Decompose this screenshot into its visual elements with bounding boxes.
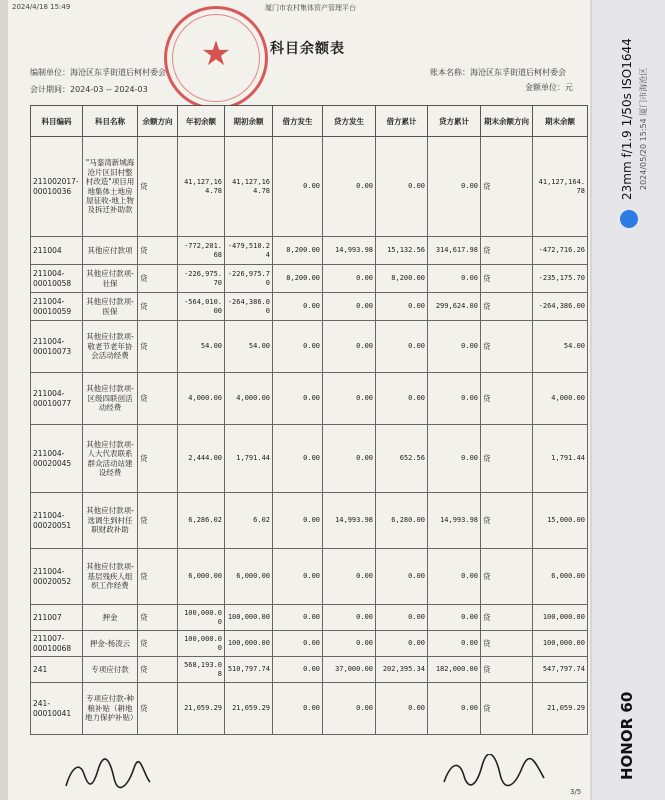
ending-direction: 贷 [481,293,533,321]
ending-direction: 贷 [481,657,533,683]
opening-period-balance: -264,386.00 [225,293,273,321]
credit-cumulative: 0.00 [428,265,481,293]
debit-amount: 0.00 [273,657,323,683]
balance-direction: 贷 [138,237,178,265]
credit-amount: 14,993.98 [323,493,376,549]
debit-amount: 0.00 [273,683,323,735]
balance-table [30,105,588,735]
opening-period-balance: 1,791.44 [225,425,273,493]
debit-cumulative: 0.00 [376,137,428,237]
col-header: 期末余额方向 [481,106,533,137]
balance-direction: 贷 [138,265,178,293]
table-row [31,631,588,657]
credit-amount: 37,000.00 [323,657,376,683]
credit-amount: 0.00 [323,549,376,605]
debit-amount: 0.00 [273,549,323,605]
ending-direction: 贷 [481,605,533,631]
ending-balance: 41,127,164.78 [533,137,588,237]
balance-direction: 贷 [138,605,178,631]
platform-name: 厦门市农村集体资产管理平台 [265,4,356,12]
table-row [31,493,588,549]
credit-cumulative: 14,993.98 [428,493,481,549]
ending-direction: 贷 [481,265,533,293]
balance-direction: 贷 [138,373,178,425]
debit-amount: 0.00 [273,321,323,373]
print-timestamp: 2024/4/18 15:49 [12,3,71,11]
account-name: 其他应付款项-社保 [83,265,138,293]
credit-amount: 0.00 [323,293,376,321]
debit-cumulative: 0.00 [376,373,428,425]
table-row [31,265,588,293]
credit-cumulative: 0.00 [428,605,481,631]
table-row [31,605,588,631]
debit-cumulative: 0.00 [376,631,428,657]
credit-amount: 0.00 [323,631,376,657]
account-code: 211004-00010077 [31,373,83,425]
debit-amount: 0.00 [273,493,323,549]
credit-cumulative: 0.00 [428,373,481,425]
ending-direction: 贷 [481,237,533,265]
debit-amount: 8,200.00 [273,237,323,265]
opening-year-balance: 4,000.00 [178,373,225,425]
opening-period-balance: 41,127,164.78 [225,137,273,237]
account-code: 211007-00010068 [31,631,83,657]
credit-cumulative: 0.00 [428,549,481,605]
credit-cumulative: 0.00 [428,321,481,373]
opening-year-balance: 41,127,164.78 [178,137,225,237]
opening-period-balance: 54.00 [225,321,273,373]
account-set-name: 账本名称：海沧区东孚街道后柯村委会 [430,68,566,77]
accounting-period: 会计期间：2024-03 -- 2024-03 [30,85,148,94]
account-name: 押金 [83,605,138,631]
account-name: 专项应付款-种粮补贴（耕地地力保护补贴） [83,683,138,735]
report-title: 科目余额表 [270,41,345,57]
account-name: 其他应付款项-医保 [83,293,138,321]
credit-cumulative: 299,624.00 [428,293,481,321]
col-header: 借方发生 [273,106,323,137]
col-header: 期初余额 [225,106,273,137]
ending-direction: 贷 [481,425,533,493]
balance-direction: 贷 [138,137,178,237]
ending-direction: 贷 [481,631,533,657]
account-name: "马銮湾新城海沧片区旧村整村改造"项目用地集体土地房屋征收-地上物及拆迁补助款 [83,137,138,237]
account-name: 专项应付款 [83,657,138,683]
col-header: 借方累计 [376,106,428,137]
account-name: 其他应付款项-人大代表联系群众活动站建设经费 [83,425,138,493]
opening-period-balance: 100,000.00 [225,631,273,657]
handwritten-signature-right [438,754,548,790]
opening-period-balance: 4,000.00 [225,373,273,425]
table-row [31,683,588,735]
account-name: 其他应付款项-敬老节老年协会活动经费 [83,321,138,373]
ending-balance: 547,797.74 [533,657,588,683]
compile-unit: 编制单位：海沧区东孚街道后柯村委会 [30,68,166,77]
col-header: 余额方向 [138,106,178,137]
credit-cumulative: 0.00 [428,683,481,735]
table-row [31,293,588,321]
ending-balance: 15,000.00 [533,493,588,549]
debit-amount: 0.00 [273,293,323,321]
opening-year-balance: 100,000.00 [178,605,225,631]
account-code: 211004-00020051 [31,493,83,549]
credit-cumulative: 314,617.98 [428,237,481,265]
balance-direction: 贷 [138,493,178,549]
col-header: 贷方累计 [428,106,481,137]
ending-direction: 贷 [481,321,533,373]
opening-year-balance: 100,000.00 [178,631,225,657]
balance-direction: 贷 [138,425,178,493]
account-name: 押金-杨凌云 [83,631,138,657]
credit-amount: 0.00 [323,321,376,373]
debit-cumulative: 6,280.00 [376,493,428,549]
ending-direction: 贷 [481,373,533,425]
credit-amount: 0.00 [323,683,376,735]
balance-direction: 贷 [138,549,178,605]
photo-datetime-location: 2024/05/20 15:54 厦门市海沧区 [639,67,648,190]
ending-balance: -235,175.70 [533,265,588,293]
balance-direction: 贷 [138,657,178,683]
ending-balance: 6,000.00 [533,549,588,605]
opening-period-balance: 6,000.00 [225,549,273,605]
debit-cumulative: 0.00 [376,293,428,321]
ending-balance: -472,716.26 [533,237,588,265]
opening-period-balance: 6.02 [225,493,273,549]
debit-cumulative: 0.00 [376,549,428,605]
ending-balance: 100,000.00 [533,631,588,657]
debit-amount: 0.00 [273,425,323,493]
ending-balance: 54.00 [533,321,588,373]
account-code: 211004-00010073 [31,321,83,373]
table-row [31,657,588,683]
col-header: 科目名称 [83,106,138,137]
opening-period-balance: -479,510.24 [225,237,273,265]
camera-settings: 23mm f/1.9 1/50s ISO1644 [620,38,634,200]
table-row [31,425,588,493]
account-code: 211007 [31,605,83,631]
official-seal-stamp: ★ [164,6,268,110]
account-code: 211004-00020045 [31,425,83,493]
account-name: 其他应付款项-选调生到村任职财政补助 [83,493,138,549]
table-row [31,137,588,237]
credit-cumulative: 0.00 [428,425,481,493]
debit-amount: 8,200.00 [273,265,323,293]
opening-year-balance: -772,201.68 [178,237,225,265]
page-number: 3/5 [570,788,582,796]
opening-year-balance: 6,286.02 [178,493,225,549]
opening-period-balance: -226,975.70 [225,265,273,293]
credit-cumulative: 0.00 [428,137,481,237]
debit-cumulative: 0.00 [376,683,428,735]
credit-amount: 0.00 [323,605,376,631]
debit-amount: 0.00 [273,631,323,657]
camera-brand: HONOR 60 [618,691,636,780]
ending-balance: 4,000.00 [533,373,588,425]
opening-year-balance: -564,010.00 [178,293,225,321]
handwritten-signature-left [62,756,152,792]
account-code: 211002017-00010036 [31,137,83,237]
ending-balance: 100,000.00 [533,605,588,631]
table-row [31,549,588,605]
account-code: 211004-00010058 [31,265,83,293]
account-code: 211004 [31,237,83,265]
table-header-row [31,106,588,137]
debit-cumulative: 15,132.56 [376,237,428,265]
balance-direction: 贷 [138,321,178,373]
debit-cumulative: 202,395.34 [376,657,428,683]
credit-cumulative: 182,000.00 [428,657,481,683]
credit-amount: 0.00 [323,265,376,293]
opening-period-balance: 100,000.00 [225,605,273,631]
ending-balance: 1,791.44 [533,425,588,493]
ending-direction: 贷 [481,137,533,237]
account-code: 241-00010041 [31,683,83,735]
account-code: 241 [31,657,83,683]
table-row [31,373,588,425]
debit-cumulative: 652.56 [376,425,428,493]
table-row [31,321,588,373]
balance-direction: 贷 [138,683,178,735]
col-header: 年初余额 [178,106,225,137]
ending-direction: 贷 [481,549,533,605]
ending-balance: 21,059.29 [533,683,588,735]
ending-balance: -264,386.00 [533,293,588,321]
debit-amount: 0.00 [273,605,323,631]
credit-amount: 0.00 [323,425,376,493]
balance-direction: 贷 [138,631,178,657]
debit-cumulative: 0.00 [376,321,428,373]
debit-cumulative: 8,200.00 [376,265,428,293]
opening-year-balance: 2,444.00 [178,425,225,493]
debit-amount: 0.00 [273,137,323,237]
ending-direction: 贷 [481,493,533,549]
col-header: 贷方发生 [323,106,376,137]
opening-year-balance: 54.00 [178,321,225,373]
opening-year-balance: 6,000.00 [178,549,225,605]
account-name: 其他应付款项 [83,237,138,265]
opening-year-balance: 568,193.08 [178,657,225,683]
credit-cumulative: 0.00 [428,631,481,657]
account-name: 其他应付款项-基层残疾人组织工作经费 [83,549,138,605]
balance-direction: 贷 [138,293,178,321]
credit-amount: 14,993.98 [323,237,376,265]
col-header: 期末余额 [533,106,588,137]
opening-year-balance: 21,059.29 [178,683,225,735]
currency-unit: 金额单位：元 [525,83,573,92]
honor-logo-icon [620,210,638,228]
credit-amount: 0.00 [323,137,376,237]
credit-amount: 0.00 [323,373,376,425]
col-header: 科目编码 [31,106,83,137]
table-row [31,237,588,265]
account-code: 211004-00020052 [31,549,83,605]
opening-period-balance: 510,797.74 [225,657,273,683]
opening-period-balance: 21,059.29 [225,683,273,735]
debit-cumulative: 0.00 [376,605,428,631]
ending-direction: 贷 [481,683,533,735]
debit-amount: 0.00 [273,373,323,425]
account-name: 其他应付款项-区级四联创活动经费 [83,373,138,425]
account-code: 211004-00010059 [31,293,83,321]
opening-year-balance: -226,975.70 [178,265,225,293]
